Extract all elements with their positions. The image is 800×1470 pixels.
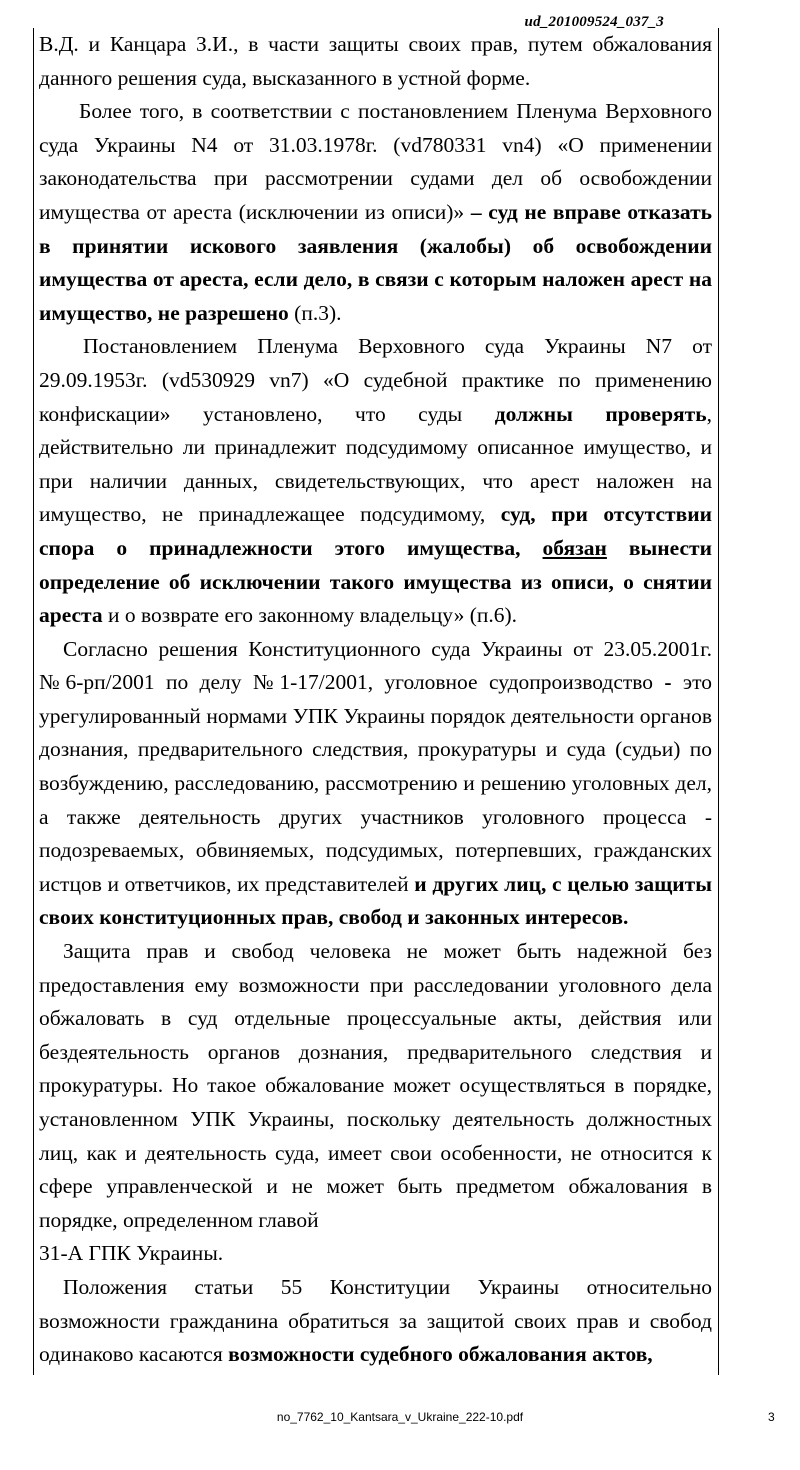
paragraph-5-text: Защита прав и свобод человека не может быть надежной без предоставления ему возможности при расследовании уголовного дела обжаловать в суд отдельные процессуальные акты, действия или бездеятельность органов дознания, предварительного следствия и прокуратуры. Но такое обжалование может осуществляться в порядке, установленном УПК Украины, поскольку деятельность должностных лиц, как и деятельность суда, имеет свои особенности, не относится к сфере управленческой и не может быть предметом обжалования в порядке, определенном главой	[39, 939, 712, 1232]
paragraph-3-text-1: Постановлением Пленума Верховного суда Украины N7 от 29.09.1953г. (vd530929 vn7) «О судебной практике по применению конфискации» установлено, что суды	[39, 334, 712, 426]
paragraph-4-bold-dash: -	[664, 670, 672, 695]
paragraph-4	[39, 633, 712, 935]
paragraph-2-text-1: Более того, в соответствии с постановлением Пленума Верховного суда Украины N4 от 31.03.1978г. (vd780331 vn4) «О применении законодательства при рассмотрении судами дел об освобождении имущества от ареста (исключении из описи)»	[39, 99, 712, 224]
footer-page-number: 3	[768, 1410, 775, 1424]
paragraph-4-text-2: это урегулированный нормами УПК Украины порядок деятельности органов дознания, предварительного следствия, прокуратуры и суда (судьи) по возбуждению, расследованию, рассмотрению и решению уголовных дел, а также деятельность других участников уголовного процесса - подозреваемых, обвиняемых, подсудимых, потерпевших, гражданских истцов и ответчиков, их представителей	[39, 670, 713, 896]
right-margin-rule	[718, 28, 719, 1375]
paragraph-6-text: 31-А ГПК Украины.	[39, 1241, 224, 1266]
left-margin-rule	[33, 28, 34, 1375]
footer-filename: no_7762_10_Kantsara_v_Ukraine_222-10.pdf	[276, 1410, 524, 1424]
paragraph-1-text: В.Д. и Канцара З.И., в части защиты своих прав, путем обжалования данного решения суда, высказанного в устной форме.	[39, 32, 712, 90]
paragraph-3	[39, 330, 712, 632]
paragraph-3-bold-3: вынести определение об исключении такого имущества из описи, о снятии ареста	[39, 535, 712, 628]
paragraph-2-text-2: (п.3).	[288, 300, 342, 325]
paragraph-3-bold-1: должны проверять	[494, 401, 707, 426]
paragraph-4-bold-2: и других лиц, с целью защиты своих конституционных прав, свобод и законных интересов.	[39, 871, 712, 930]
paragraph-7	[39, 1271, 712, 1372]
paragraph-3-bold-underlined: обязан	[542, 535, 607, 560]
paragraph-4-text-1: Согласно решения Конституционного суда Украины от 23.05.2001г. №6-рп/2001 по делу №1-17/2001, уголовное судопроизводство	[39, 636, 712, 695]
paragraph-5	[39, 935, 712, 1237]
document-body	[39, 28, 712, 1372]
paragraph-1	[39, 28, 712, 95]
paragraph-7-bold-1: возможности судебного обжалования актов,	[228, 1342, 653, 1367]
paragraph-2-bold-1: – суд не вправе отказать в принятии искового заявления (жалобы) об освобождении имущества от ареста, если дело, в связи с которым наложен арест на имущество, не разрешено	[39, 199, 712, 325]
paragraph-3-text-3: и о возврате его законному владельцу» (п.6).	[102, 603, 518, 628]
paragraph-6	[39, 1237, 712, 1271]
paragraph-3-text-2: , действительно ли принадлежит подсудимому описанное имущество, и при наличии данных, свидетельствующих, что арест наложен на имущество, не принадлежащее подсудимому,	[39, 401, 712, 527]
paragraph-7-text-1: Положения статьи 55 Конституции Украины относительно возможности гражданина обратиться за защитой своих прав и свобод одинаково касаются	[39, 1274, 712, 1367]
paragraph-2	[39, 95, 712, 330]
paragraph-3-bold-2: суд, при отсутствии спора о принадлежности этого имущества,	[39, 502, 712, 560]
document-id-stamp: ud_201009524_037_3	[524, 14, 664, 30]
